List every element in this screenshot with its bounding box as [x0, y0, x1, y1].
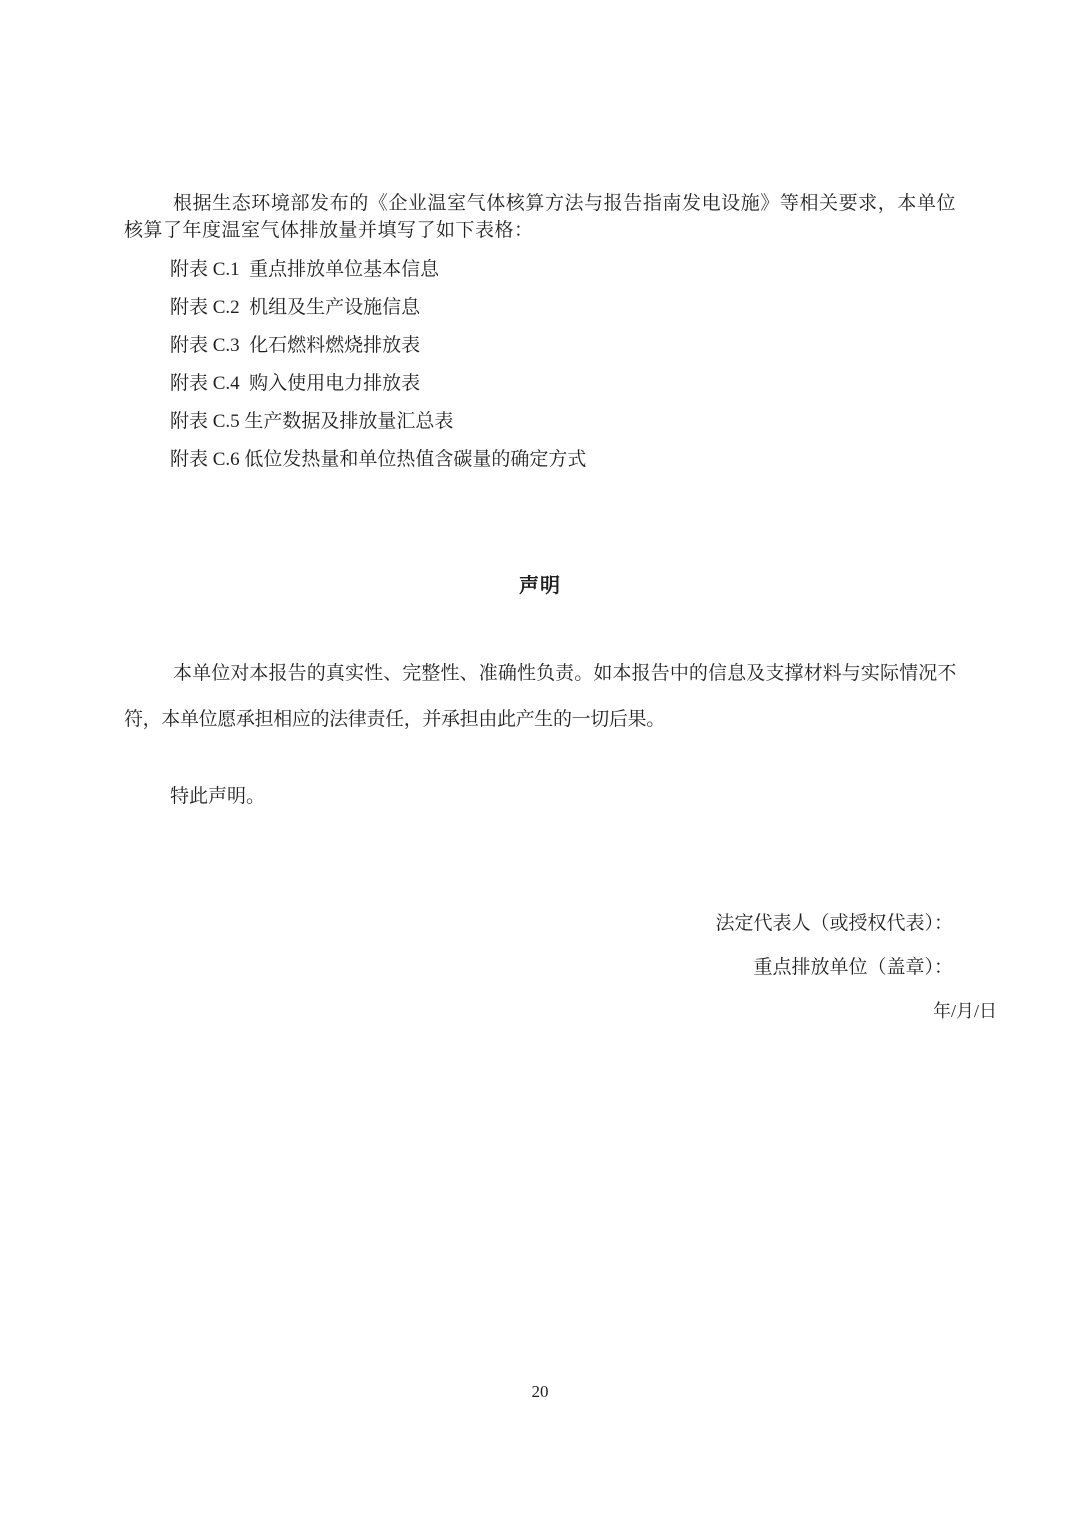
appendix-item-c2: 附表 C.2 机组及生产设施信息 [170, 297, 421, 318]
signature-date: 年/月/日 [932, 1001, 997, 1021]
declaration-body: 本单位对本报告的真实性、完整性、准确性负责。如本报告中的信息及支撑材料与实际情况不符，本单位愿承担相应的法律责任，并承担由此产生的一切后果。 [124, 663, 956, 730]
declaration-title: 声明 [519, 575, 561, 597]
intro-paragraph: 根据生态环境部发布的《企业温室气体核算方法与报告指南发电设施》等相关要求，本单位核算了年度温室气体排放量并填写了如下表格： [124, 193, 956, 241]
appendix-item-c1: 附表 C.1 重点排放单位基本信息 [170, 259, 440, 280]
page-number: 20 [531, 1382, 549, 1401]
declaration-closing: 特此声明。 [170, 786, 266, 807]
appendix-item-c4: 附表 C.4 购入使用电力排放表 [170, 373, 421, 394]
signature-unit-seal: 重点排放单位（盖章）： [753, 957, 953, 978]
appendix-item-c6: 附表 C.6 低位发热量和单位热值含碳量的确定方式 [170, 449, 587, 470]
signature-block [0, 910, 1080, 1025]
appendix-item-c5: 附表 C.5 生产数据及排放量汇总表 [170, 411, 454, 432]
appendix-list [0, 251, 1080, 479]
appendix-item-c3: 附表 C.3 化石燃料燃烧排放表 [170, 335, 421, 356]
signature-legal-representative: 法定代表人（或授权代表）： [715, 913, 953, 934]
